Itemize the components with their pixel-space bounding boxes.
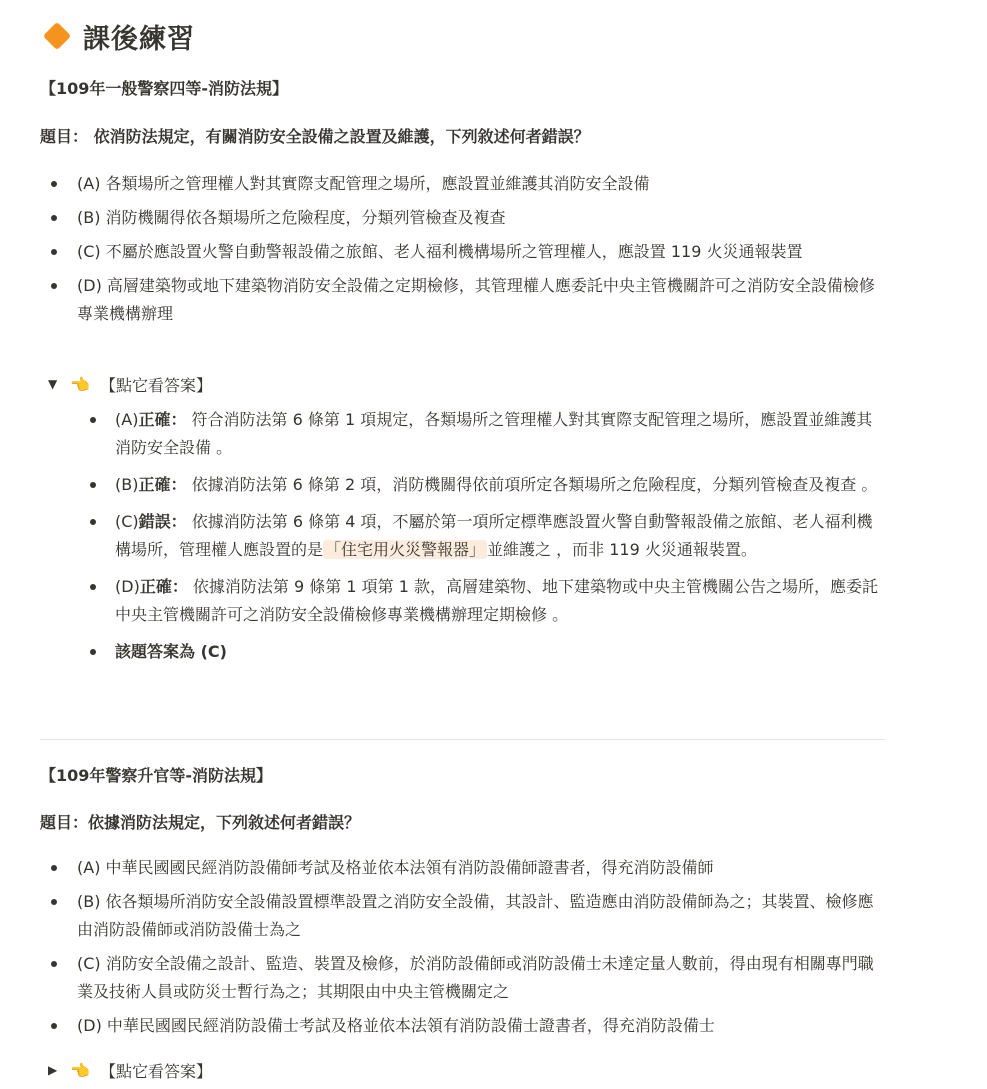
answer-prefix: (D) xyxy=(115,577,140,596)
list-item: (D) 中華民國國民經消防設備士考試及格並依本法領有消防設備士證書者，得充消防設備士 xyxy=(0,1012,900,1040)
list-item: (A) 中華民國國民經消防設備師考試及格並依本法領有消防設備師證書者，得充消防設備師 xyxy=(0,854,900,882)
answer-text: 依據消防法第 9 條第 1 項第 1 款，高層建築物、地下建築物或中央主管機關公告之場所，應委託中央主管機關許可之消防安全設備檢修專業機構辦理定期檢修 。 xyxy=(115,577,878,624)
list-item: (B) 消防機關得依各類場所之危險程度，分類列管檢查及複查 xyxy=(0,204,900,232)
question-2: 題目：依據消防法規定，下列敘述何者錯誤？ xyxy=(40,813,361,832)
answer-text: 並維護之 ，而非 119 火災通報裝置。 xyxy=(487,540,757,559)
answer-prefix: (C) xyxy=(115,512,139,531)
option-list-1 xyxy=(0,170,900,334)
option-list-2 xyxy=(0,854,900,1046)
answer-toggle-1[interactable] xyxy=(48,370,212,398)
answer-item-b xyxy=(0,471,890,499)
section-title: 課後練習 xyxy=(83,23,195,55)
question-1: 題目： 依消防法規定，有關消防安全設備之設置及維護，下列敘述何者錯誤？ xyxy=(40,127,590,146)
exam-title-1: 【109年一般警察四等-消防法規】 xyxy=(40,79,289,98)
toggle-collapsed-icon[interactable]: ▶ xyxy=(48,1063,58,1077)
pointing-hand-icon: 👈 xyxy=(70,374,90,394)
toggle-label[interactable]: 【點它看答案】 xyxy=(100,375,213,395)
answer-text: 符合消防法第 6 條第 1 項規定，各類場所之管理權人對其實際支配管理之場所，應設置並維護其消防安全設備 。 xyxy=(115,410,873,457)
list-item: (C) 不屬於應設置火警自動警報設備之旅館、老人福利機構場所之管理權人，應設置 119 火災通報裝置 xyxy=(0,238,900,266)
answer-text: 依據消防法第 6 條第 2 項，消防機關得依前項所定各類場所之危險程度，分類列管檢查及複查 。 xyxy=(186,475,878,494)
answer-prefix: (A) xyxy=(115,410,139,429)
answer-toggle-2[interactable] xyxy=(48,1056,212,1084)
answer-verdict: 正確： xyxy=(138,410,187,429)
list-item: (A) 各類場所之管理權人對其實際支配管理之場所，應設置並維護其消防安全設備 xyxy=(0,170,900,198)
highlighted-text: 「住宅用火災警報器」 xyxy=(325,540,486,559)
answer-verdict: 錯誤： xyxy=(138,512,187,531)
final-answer xyxy=(0,638,890,666)
list-item: (D) 高層建築物或地下建築物消防安全設備之定期檢修，其管理權人應委託中央主管機關許可之消防安全設備檢修專業機構辦理 xyxy=(0,272,900,328)
list-item: (B) 依各類場所消防安全設備設置標準設置之消防安全設備，其設計、監造應由消防設備師為之；其裝置、檢修應由消防設備師或消防設備士為之 xyxy=(0,888,900,944)
answer-verdict: 正確： xyxy=(138,475,187,494)
orange-diamond-icon xyxy=(43,22,71,50)
answer-text: 依據消防法第 6 條第 4 項，不屬於第一項所定標準應設置火警自動警報設備之旅館、老人福利機構場所，管理權人應設置的是 xyxy=(115,512,873,559)
answer-item-a xyxy=(0,406,890,462)
answer-item-d xyxy=(0,573,890,629)
final-answer-text: 該題答案為 (C) xyxy=(115,642,227,661)
list-item: (C) 消防安全設備之設計、監造、裝置及檢修，於消防設備師或消防設備士未達定量人數前，得由現有相關專門職業及技術人員或防災士暫行為之；其期限由中央主管機關定之 xyxy=(0,950,900,1006)
exam-title-2: 【109年警察升官等-消防法規】 xyxy=(40,766,273,785)
pointing-hand-icon: 👈 xyxy=(70,1060,90,1080)
toggle-expanded-icon[interactable]: ▼ xyxy=(48,377,58,391)
answer-item-c xyxy=(0,508,890,564)
answer-prefix: (B) xyxy=(115,475,139,494)
toggle-label[interactable]: 【點它看答案】 xyxy=(100,1061,213,1081)
answer-list-1 xyxy=(0,406,890,675)
section-heading xyxy=(44,16,195,56)
divider xyxy=(40,739,885,740)
answer-verdict: 正確： xyxy=(139,577,188,596)
